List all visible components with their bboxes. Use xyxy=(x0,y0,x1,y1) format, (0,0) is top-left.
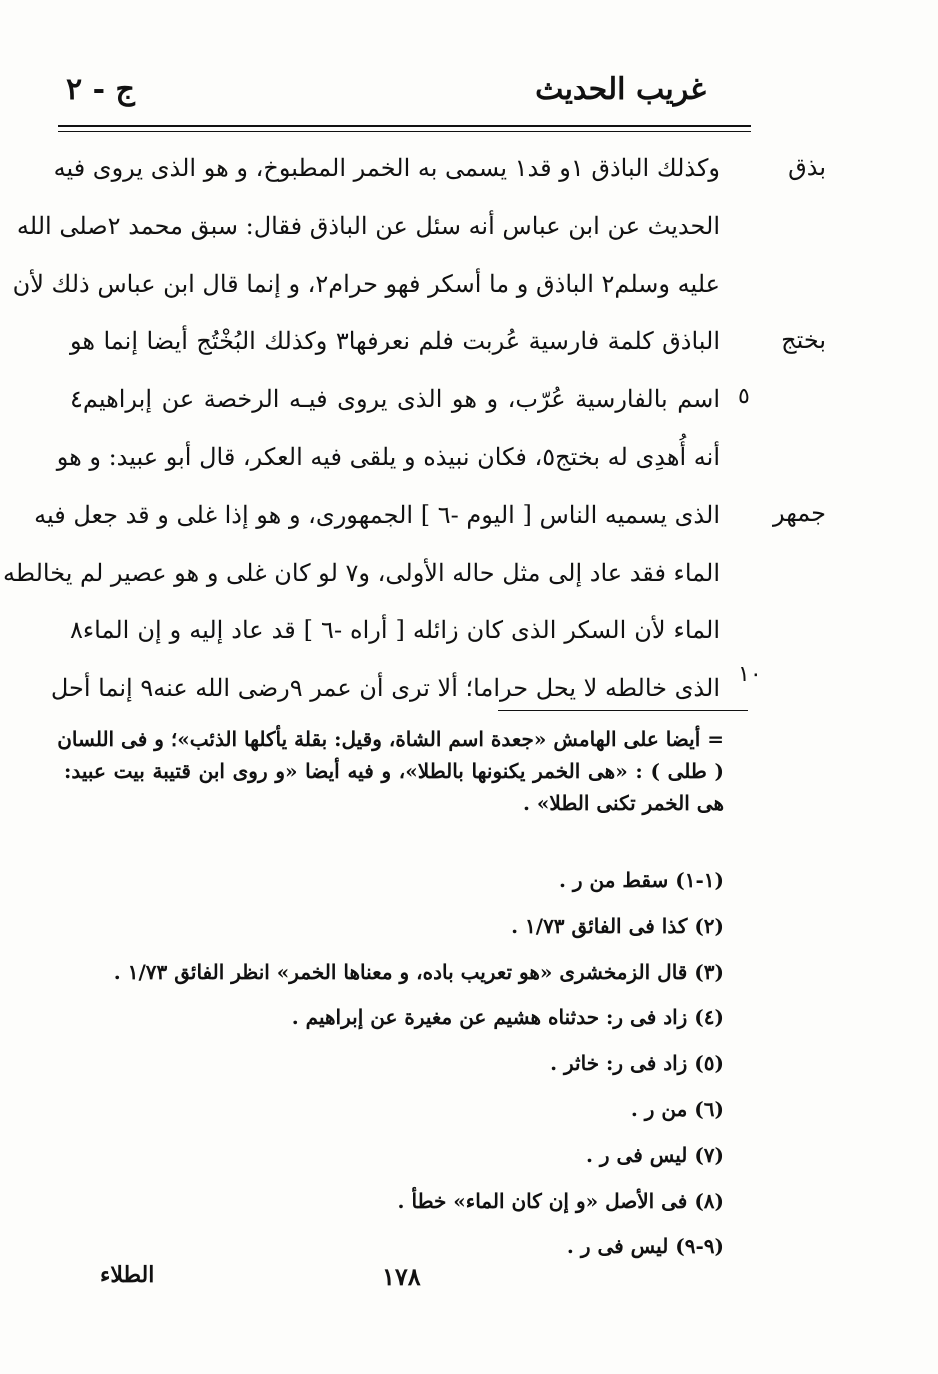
text-line: الباذق كلمة فارسية عُربت فلم نعرفها٣ وكذلك البُخْتُج أيضا إنما هو xyxy=(70,327,720,356)
header-rule-thin xyxy=(58,131,751,132)
margin-keyword-bukhtuj: بختج xyxy=(781,326,826,354)
running-title: غريب الحديث xyxy=(535,72,706,107)
footnote-list xyxy=(64,858,724,1270)
text-line: الماء فقد عاد إلى مثل حاله الأولى، و٧ لو كان غلى و هو عصير لم يخالطه xyxy=(3,558,720,587)
line-number-5: ٥ xyxy=(738,384,750,409)
header-rule-thick xyxy=(58,125,751,127)
volume-marker: ج - ٢ xyxy=(66,72,135,107)
footnote-item: (٥) زاد فى ر: خاثر . xyxy=(550,1051,724,1076)
text-line: الذى يسميه الناس [ اليوم -٦ ] الجمهورى، و هو إذا غلى و قد جعل فيه xyxy=(34,500,720,529)
text-line: أنه أُهدِى له بختج٥، فكان نبيذه و يلقى فيه العكر، قال أبو عبيد: و هو xyxy=(56,442,720,471)
margin-keyword-badhiq: بذق xyxy=(788,153,826,181)
text-line: الحديث عن ابن عباس أنه سئل عن الباذق فقال: سبق محمد ٢صلى الله xyxy=(16,211,720,240)
footnote-line: ( طلى ) : «هى الخمر يكنونها بالطلا»، و فيه أيضا «و روى ابن قتيبة بيت عبيد: xyxy=(64,759,724,783)
text-line: وكذلك الباذق ١و قد١ يسمى به الخمر المطبوخ، و هو الذى يروى فيه xyxy=(53,154,720,182)
footnote-item: (٩-٩) ليس فى ر . xyxy=(566,1234,724,1259)
footnote-item: (١-١) سقط من ر . xyxy=(558,868,724,892)
footnote-continuation xyxy=(57,723,724,819)
footnote-line: = أيضا على الهامش «جعدة اسم الشاة، وقيل: بقلة يأكلها الذئب»؛ و فى اللسان xyxy=(57,727,724,751)
margin-keyword-jamhar: جمهر xyxy=(772,499,826,527)
text-line: الماء لأن السكر الذى كان زائله [ أراه -٦ ] قد عاد إليه و إن الماء٨ xyxy=(70,616,720,645)
catchword: الطلاء xyxy=(100,1262,155,1288)
text-line: اسم بالفارسية عُرّب، و هو الذى يروى فيـه الرخصة عن إبراهيم٤ xyxy=(70,385,720,414)
text-line: الذى خالطه لا يحل حراما؛ ألا ترى أن عمر ٩رضى الله عنه٩ إنما أحل xyxy=(50,674,720,703)
footnote-item: (٦) من ر . xyxy=(630,1096,724,1121)
text-line: عليه وسلم٢ الباذق و ما أسكر فهو حرام٢، و إنما قال ابن عباس ذلك لأن xyxy=(12,269,720,298)
footnote-separator xyxy=(498,710,748,711)
footnote-line: هى الخمر تكنى الطلا» . xyxy=(523,791,724,815)
main-text xyxy=(3,140,720,718)
footnote-item: (٨) فى الأصل «و إن كان الماء» خطأ . xyxy=(397,1188,724,1213)
footnote-item: (٢) كذا فى الفائق ١/٧٣ . xyxy=(511,913,724,938)
line-number-10: ١٠ xyxy=(738,662,762,687)
footnote-item: (٧) ليس فى ر . xyxy=(585,1142,724,1167)
page-number: ١٧٨ xyxy=(382,1262,421,1291)
footnote-item: (٤) زاد فى ر: حدثناه هشيم عن مغيرة عن إبراهيم . xyxy=(291,1005,724,1030)
footnote-item: (٣) قال الزمخشرى «هو تعريب باده، و معناها الخمر» انظر الفائق ١/٧٣ . xyxy=(113,959,724,984)
